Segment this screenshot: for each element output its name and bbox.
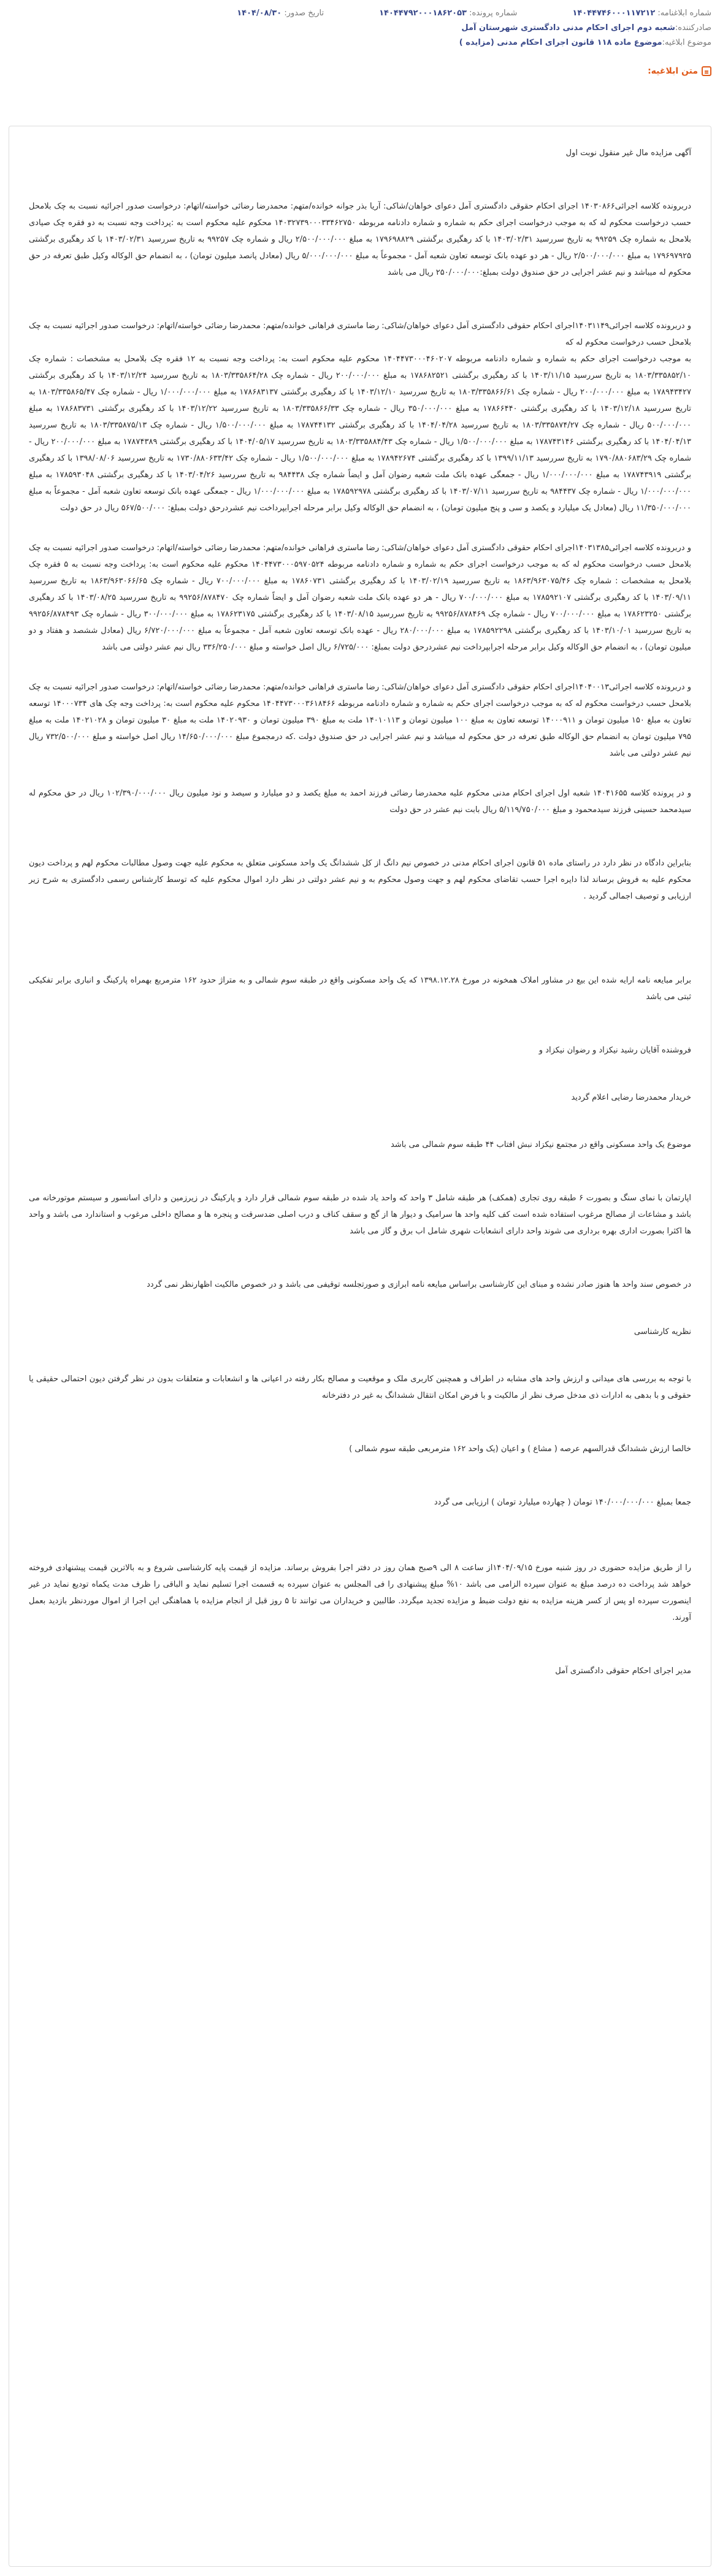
total-value-line: جمعا بمبلغ ۱۴۰/۰۰۰/۰۰۰/۰۰۰ تومان ( چهارده میلیارد تومان ) ارزیابی می گردد (434, 1498, 691, 1507)
case-number-label: شماره پرونده: (469, 9, 518, 18)
issuer-label: صادرکننده: (675, 23, 711, 33)
deed-status-paragraph: در خصوص سند واحد ها هنوز صادر نشده و مبنای این کارشناسی براساس مبایعه نامه ابرازی و صورتجلسه توقیفی می باشد و در خصوص مالکیت اظهارنظر نمی گردد (147, 1280, 691, 1289)
case-paragraph-3: و دربرونده کلاسه اجرائی۱۴۰۳۱۳۸۵اجرای احکام حقوقی دادگستری آمل دعوای خواهان/شاکی: رضا ماستری فراهانی خوانده/متهم: محمدرضا رضائی خواسته/اتهام: درخواست صدور اجرائیه نسبت به چک بلامحل حسب درخواست محکوم له که به موجب درخواست اجرای حکم به شماره و شماره دادنامه مربوطه ۱۴۰۴۴۷۳۰۰۰۵۹۷۰۵۲۴ محکوم علیه محکوم است به: پرداخت وجه نسبت به ۵ فقره چک بلامحل به مشخصات : شماره چک ۱۸۶۳/۹۶۳۰۷۵/۴۶ به تاریخ سررسید ۱۴۰۳/۰۲/۱۹ با کد رهگیری برگشتی ۱۷۸۶۰۷۳۱ به مبلغ ۷۰۰/۰۰۰/۰۰۰ ریال - شماره چک ۱۸۶۳/۹۶۳۰۶۶/۶۵ به تاریخ سررسید ۱۴۰۳/۰۹/۱۱ با کد رهگیری برگشتی ۱۷۸۵۹۲۱۰۷ به مبلغ ۷۰۰/۰۰۰/۰۰۰ ریال - هر دو عهده بانک ملت شعبه رضوان آمل و ایضاً شماره چک ۹۹۲۵۶/۸۷۸۴۷۰ به تاریخ سررسید ۱۴۰۳/۰۸/۲۵ با کد رهگیری برگشتی ۱۷۸۶۲۳۲۵۰ به مبلغ ۷۰۰/۰۰۰/۰۰۰ ریال - شماره چک ۹۹۲۵۶/۸۷۸۴۶۹ به تاریخ سررسید ۱۴۰۳/۰۸/۱۵ با کد رهگیری برگشتی ۱۷۸۶۲۳۱۷۵ به مبلغ ۳۰۰/۰۰۰/۰۰۰ ریال - شماره چک ۹۹۲۵۶/۸۷۸۴۹۳ به تاریخ سررسید ۱۴۰۳/۱۰/۰۱ با کد رهگیری برگشتی ۱۷۸۵۹۲۲۹۸ به مبلغ ۲۸۰/۰۰۰/۰۰۰ ریال - عهده بانک توسعه تعاون شعبه آمل - مجموعاً به مبلغ ۶/۷۲۰/۰۰۰/۰۰۰ ریال (معادل ششصد و هفتاد و دو میلیون تومان) ، به انضمام حق الوکاله وکیل برابر مرحله اجرابپرداخت نیم عشردرحق دولت بمبلغ: ۶/۷۲۵/۰۰۰ ریال اصل خواسته و مبلغ ۳۳۶/۲۵۰/۰۰۰ ریال نیم عشر دولتی می باشد (29, 543, 692, 652)
case-number-field (379, 6, 517, 21)
seller-line: فروشنده آقایان رشید نیکزاد و رضوان نیکزاد و (538, 1046, 691, 1055)
case-paragraph-2-intro: و دربرونده کلاسه اجرائی۱۴۰۳۱۱۴۹اجرای احکام حقوقی دادگستری آمل دعوای خواهان/شاکی: رضا ماستری فراهانی خوانده/متهم: محمدرضا رضائی خواسته/اتهام: درخواست صدور اجرائیه نسبت به چک بلامحل حسب درخواست محکوم له که (29, 321, 691, 347)
issuer-value: شعبه دوم اجرای احکام مدنی دادگستری شهرستان آمل (461, 23, 675, 33)
subject-value: موضوع ماده ۱۱۸ قانون اجرای احکام مدنی (مزایده ) (459, 38, 662, 47)
document-icon (702, 66, 711, 76)
notice-text-section-title (9, 66, 711, 76)
notice-number-label: شماره ابلاغنامه: (657, 9, 711, 18)
subject-line: موضوع یک واحد مسکونی واقع در مجتمع نیکزاد نبش افتاب ۴۴ طبقه سوم شمالی می باشد (391, 1140, 691, 1149)
auction-decision-paragraph: بنابراین دادگاه در نظر دارد در راستای ماده ۵۱ قانون اجرای احکام مدنی در خصوص نیم دانگ از کل ششدانگ یک واحد مسکونی متعلق به محکوم علیه جهت وصول مطالبات محکوم لهم و پرداخت دیون محکوم علیه به فروش برساند لذا دایره اجرا حسب تقاضای محکوم لهم و جهت وصول محکوم به و نیم عشر دولتی در نظر دارد اموال محکوم علیه که توسط کارشناس رسمی دادگستری به شرح زیر ارزیابی و توصیف اجمالی گردید . (29, 859, 691, 901)
issue-date-value: ۱۴۰۴/۰۸/۳۰ (237, 9, 282, 18)
section-title-text: متن ابلاغیه: (648, 66, 698, 76)
notice-header (0, 0, 720, 50)
header-row-subject (9, 36, 711, 50)
case-paragraph-4: و دربرونده کلاسه اجرائی۱۴۰۴۰۰۱۳اجرای احکام حقوقی دادگستری آمل دعوای خواهان/شاکی: رضا ماستری فراهانی خوانده/متهم: محمدرضا رضائی خواسته/اتهام: درخواست صدور اجرائیه نسبت به چک بلامحل حسب درخواست محکوم له که به موجب درخواست اجرای حکم به شماره و شماره دادنامه مربوطه ۱۴۰۴۴۷۳۰۰۰۳۶۱۸۴۶۶ محکوم علیه محکوم است به: پرداخت وجه چک های ۱۴۰۰۰۷۳۴ توسعه تعاون به مبلغ ۱۵۰ میلیون تومان و ۱۴۰۰۰۹۱۱ توسعه تعاون به مبلغ ۱۰۰ میلیون تومان و ۱۴۰۱۰۱۱۳ ملت به مبلغ ۳۹۰ میلیون تومان و ۱۴۰۲۰۹۳۰ ملت به مبلغ ۳۰ میلیون تومان و ۱۴۰۲۱۰۲۸ ملت به مبلغ ۷۹۵ میلیون تومان به انضمام حق الوکاله طبق تعرفه در حق محکوم له میباشد و نیم عشر اجرایی در حق صندوق دولت .که درمجموع مبلغ ۱۴/۶۵۰/۰۰۰/۰۰۰ ریال اصل خواسته و مبلغ ۷۳۲/۵۰۰/۰۰۰ ریال نیم عشر دولتی می باشد (29, 683, 691, 758)
valuation-line: خالصا ارزش ششدانگ قدرالسهم عرصه ( مشاع ) و اعیان (یک واحد ۱۶۲ مترمربعی طبقه سوم شمالی ) (349, 1444, 691, 1454)
issue-date-field (237, 6, 324, 21)
signature-line: مدیر اجرای احکام حقوقی دادگستری آمل (555, 1666, 691, 1676)
subject-label: موضوع ابلاغیه: (662, 38, 711, 47)
property-description-paragraph: اپارتمان با نمای سنگ و بصورت ۶ طبقه روی تجاری (همکف) هر طبقه شامل ۳ واحد که واحد یاد شده در طبقه سوم شمالی قرار دارد و پارکینگ در زیرزمین و دارای اسانسور و سیستم موتورخانه می باشد و مشاعات از مصالح مرغوب استفاده شده است کف کلیه واحد ها سرامیک و دیوار ها از گچ و سقف کناف و درب اصلی ضدسرقت و پنجره ها و مصالح داخلی مرغوب و استاندارد می باشد و واحد ها اکثرا بصورت اداری بهره برداری می شوند واحد دارای انشعابات شهری شامل اب برق و گاز می باشد (29, 1194, 692, 1236)
notice-number-value: ۱۴۰۴۴۷۴۶۰۰۰۱۱۷۲۱۲ (572, 9, 656, 18)
notice-text-box (9, 126, 711, 2567)
sale-agreement-paragraph: برابر مبایعه نامه ارایه شده این بیع در مشاور املاک همخونه در مورخ ۱۳۹۸.۱۲.۲۸ که یک واحد مسکونی واقع در طبقه سوم شمالی و به متراژ حدود ۱۶۲ مترمربع بهمراه پارکینگ و انباری برابر تفکیکی ثبتی می باشد (29, 976, 691, 1002)
expert-opinion-heading: نظریه کارشناسی (634, 1327, 691, 1336)
header-row-top (9, 6, 711, 21)
header-row-issuer (9, 21, 711, 36)
auction-terms-paragraph: را از طریق مزایده حضوری در روز شنبه مورخ ۱۴۰۴/۰۹/۱۵از ساعت ۸ الی ۹صبح همان روز در دفتر اجرا بفروش برساند. مزایده از قیمت پایه کارشناسی شروع و به بالاترین قیمت پیشنهادی فروخته خواهد شد پرداخت ده درصد مبلغ به عنوان سپرده الزامی می باشد ۱۰% مبلغ پیشنهادی را فی المجلس به عنوان سپرده به قسمت اجرا تسلیم نماید و الباقی را ظرف مدت یکماه تودیع نماید در غیر اینصورت سپرده او پس از کسر هزینه مزایده به نفع دولت ضبط و مزایده تجدید میگردد. طالبین و خریداران می توانند تا ۵ روز قبل از انجام مزایده با هماهنگی این اجرا از اموال موردنظر بازدید بعمل آورند. (29, 1563, 691, 1622)
issue-date-label: تاریخ صدور: (284, 9, 324, 18)
notice-heading: آگهی مزایده مال غیر منقول نوبت اول (565, 148, 691, 158)
expert-opinion-paragraph: با توجه به بررسی های میدانی و ارزش واحد های مشابه در اطراف و همچنین کاربری ملک و موقعیت و مصالح بکار رفته در اعیانی ها و انشعابات و متعلقات بدون در نظر گرفتن دیون احتمالی حقیقی یا حقوقی و با بدهی به ادارات ذی مدخل صرف نظر از مالکیت و با فرض امکان انتقال ششدانگ به غیر در دفترخانه (29, 1374, 691, 1400)
case-paragraph-5: و در پرونده کلاسه ۱۴۰۴۱۶۵۵ شعبه اول اجرای احکام مدنی محکوم علیه محمدرضا رضائی فرزند احمد به مبلغ یکصد و دو میلیارد و سیصد و نود میلیون ریال ۱۰۲/۳۹۰/۰۰۰/۰۰۰ ریال در حق محکوم له سیدمحمد حسینی فرزند سیدمحمود و مبلغ ۵/۱۱۹/۷۵۰/۰۰۰ ریال بابت نیم عشر در حق دولت (29, 789, 691, 815)
notice-number-field (572, 6, 711, 21)
case-number-value: ۱۴۰۴۴۷۹۲۰۰۰۱۸۶۲۰۵۳ (379, 9, 467, 18)
case-paragraph-1: دربرونده کلاسه اجرائی۱۴۰۳۰۸۶۶ اجرای احکام حقوقی دادگستری آمل دعوای خواهان/شاکی: آریا بذر جوانه خوانده/متهم: محمدرضا رضائی خواسته/اتهام: درخواست صدور اجرائیه نسبت به چک بلامحل حسب درخواست محکوم له که به موجب درخواست اجرای حکم به شماره و شماره دادنامه مربوطه ۱۴۰۳۲۷۳۹۰۰۰۳۳۴۶۲۷۵۰ محکوم علیه محکوم است به :پرداخت وجه نسبت به دو فقره چک صیادی بلامحل به شماره چک ۹۹۲۵۹ به تاریخ سررسید ۱۴۰۳/۰۲/۳۱ با کد رهگیری برگشتی ۱۷۹۶۹۸۸۲۹ به مبلغ ۲/۵۰۰/۰۰۰/۰۰۰ ریال و شماره چک ۹۹۲۵۷ به تاریخ سررسید ۱۴۰۳/۰۲/۳۱ با کد رهگیری برگشتی ۱۷۹۶۹۷۹۲۵ به مبلغ ۲/۵۰۰/۰۰۰/۰۰۰ ریال - هر دو عهده بانک توسعه تعاون شعبه آمل - مجموعاً به مبلغ ۵/۰۰۰/۰۰۰/۰۰۰ ریال (معادل پانصد میلیون تومان) ، به انضمام حق الوکاله وکیل طبق تعرفه در حق محکوم له میباشد و نیم عشر اجرایی در حق صندوق دولت بمبلغ:۲۵۰/۰۰۰/۰۰۰ ریال می باشد (29, 202, 692, 277)
case-paragraph-2-details: به موجب درخواست اجرای حکم به شماره و شماره دادنامه مربوطه ۱۴۰۴۴۷۳۰۰۰۴۶۰۲۰۷ محکوم علیه محکوم است به: پرداخت وجه نسبت به ۱۲ فقره چک بلامحل به مشخصات : شماره چک ۱۸۰۳/۳۳۵۸۵۲/۱۰ به تاریخ سررسید ۱۴۰۳/۱۱/۱۵ با کد رهگیری برگشتی ۱۷۸۶۸۲۵۲۱ به مبلغ ۲۰۰/۰۰۰/۰۰۰ ریال - شماره چک ۱۸۰۳/۳۳۵۸۶۴/۲۸ به تاریخ سررسید ۱۴۰۳/۱۲/۲۴ با کد رهگیری برگشتی ۱۷۸۹۴۳۴۲۷ به مبلغ ۲۰۰/۰۰۰/۰۰۰ ریال - شماره چک ۱۸۰۳/۳۳۵۸۶۶/۶۱ به تاریخ سررسید ۱۴۰۳/۱۲/۱۰ با کد رهگیری برگشتی ۱۷۸۶۸۳۱۳۷ به مبلغ ۱/۰۰۰/۰۰۰/۰۰۰ ریال - شماره چک ۱۸۰۳/۳۳۵۸۶۵/۴۷ به تاریخ سررسید ۱۴۰۳/۱۲/۱۸ با کد رهگیری برگشتی ۱۷۸۶۶۴۴۰ به مبلغ ۳۵۰/۰۰۰/۰۰۰ ریال - شماره چک ۱۸۰۳/۳۳۵۸۶۶/۳۳ به تاریخ سررسید ۱۴۰۳/۱۲/۲۲ با کد رهگیری برگشتی ۱۷۸۶۸۳۷۳۱ به مبلغ ۵۰۰/۰۰۰/۰۰۰ ریال - شماره چک ۱۸۰۳/۳۳۵۸۷۴/۲۷ به تاریخ سررسید ۱۴۰۴/۰۴/۲۸ با کد رهگیری برگشتی ۱۷۸۷۴۴۱۳۲ به مبلغ ۱/۵۰۰/۰۰۰/۰۰۰ ریال - شماره چک ۱۸۰۳/۳۳۵۸۷۵/۱۳ به تاریخ سررسید ۱۴۰۴/۰۴/۱۳ با کد رهگیری برگشتی ۱۷۸۷۴۳۱۴۶ به مبلغ ۱/۵۰۰/۰۰۰/۰۰۰ ریال - شماره چک ۱۸۰۳/۳۳۵۸۸۴/۴۳ به تاریخ سررسید ۱۴۰۴/۰۵/۱۷ با کد رهگیری برگشتی ۱۷۸۷۴۳۸۹ به مبلغ ۲۰۰/۰۰۰/۰۰۰ ریال - شماره چک ۱۷۹۰/۸۸۰۶۸۳/۲۹ به تاریخ سررسید ۱۳۹۹/۱۱/۱۳ با کد رهگیری برگشتی ۱۷۸۹۴۲۶۷۴ به مبلغ ۱/۵۰۰/۰۰۰/۰۰۰ ریال - شماره چک ۱۷۳۰/۸۸۰۶۳۳/۴۲ به تاریخ سررسید ۱۳۹۸/۰۸/۰۶ با کد رهگیری برگشتی ۱۷۸۷۴۳۹۱۹ به مبلغ ۱/۰۰۰/۰۰۰/۰۰۰ ریال - جمعگی عهده بانک ملت شعبه رضوان آمل و ایضاً شماره چک ۹۸۴۴۳۸ به تاریخ سررسید ۱۴۰۳/۰۴/۲۶ با کد رهگیری برگشتی ۱۷۸۵۹۳۰۴۸ به مبلغ ۱/۰۰۰/۰۰۰/۰۰۰ ریال - شماره چک ۹۸۴۴۳۷ به تاریخ سررسید ۱۴۰۳/۰۷/۱۱ با کد رهگیری برگشتی ۱۷۸۵۹۲۹۷۸ به مبلغ ۱/۰۰۰/۰۰۰/۰۰۰ ریال - جمعگی عهده بانک توسعه تعاون شعبه آمل - مجموعاً به مبلغ ۱۱/۳۵۰/۰۰۰/۰۰۰ ریال (معادل یک میلیارد و یکصد و سی و پنج میلیون تومان) ، به انضمام حق الوکاله وکیل برابر مرحله اجرابپرداخت نیم عشردرحق دولت بمبلغ: ۵۶۷/۵۰۰/۰۰۰ ریال در حق دولت (29, 355, 692, 513)
buyer-line: خریدار محمدرضا رضایی اعلام گردید (571, 1093, 691, 1102)
